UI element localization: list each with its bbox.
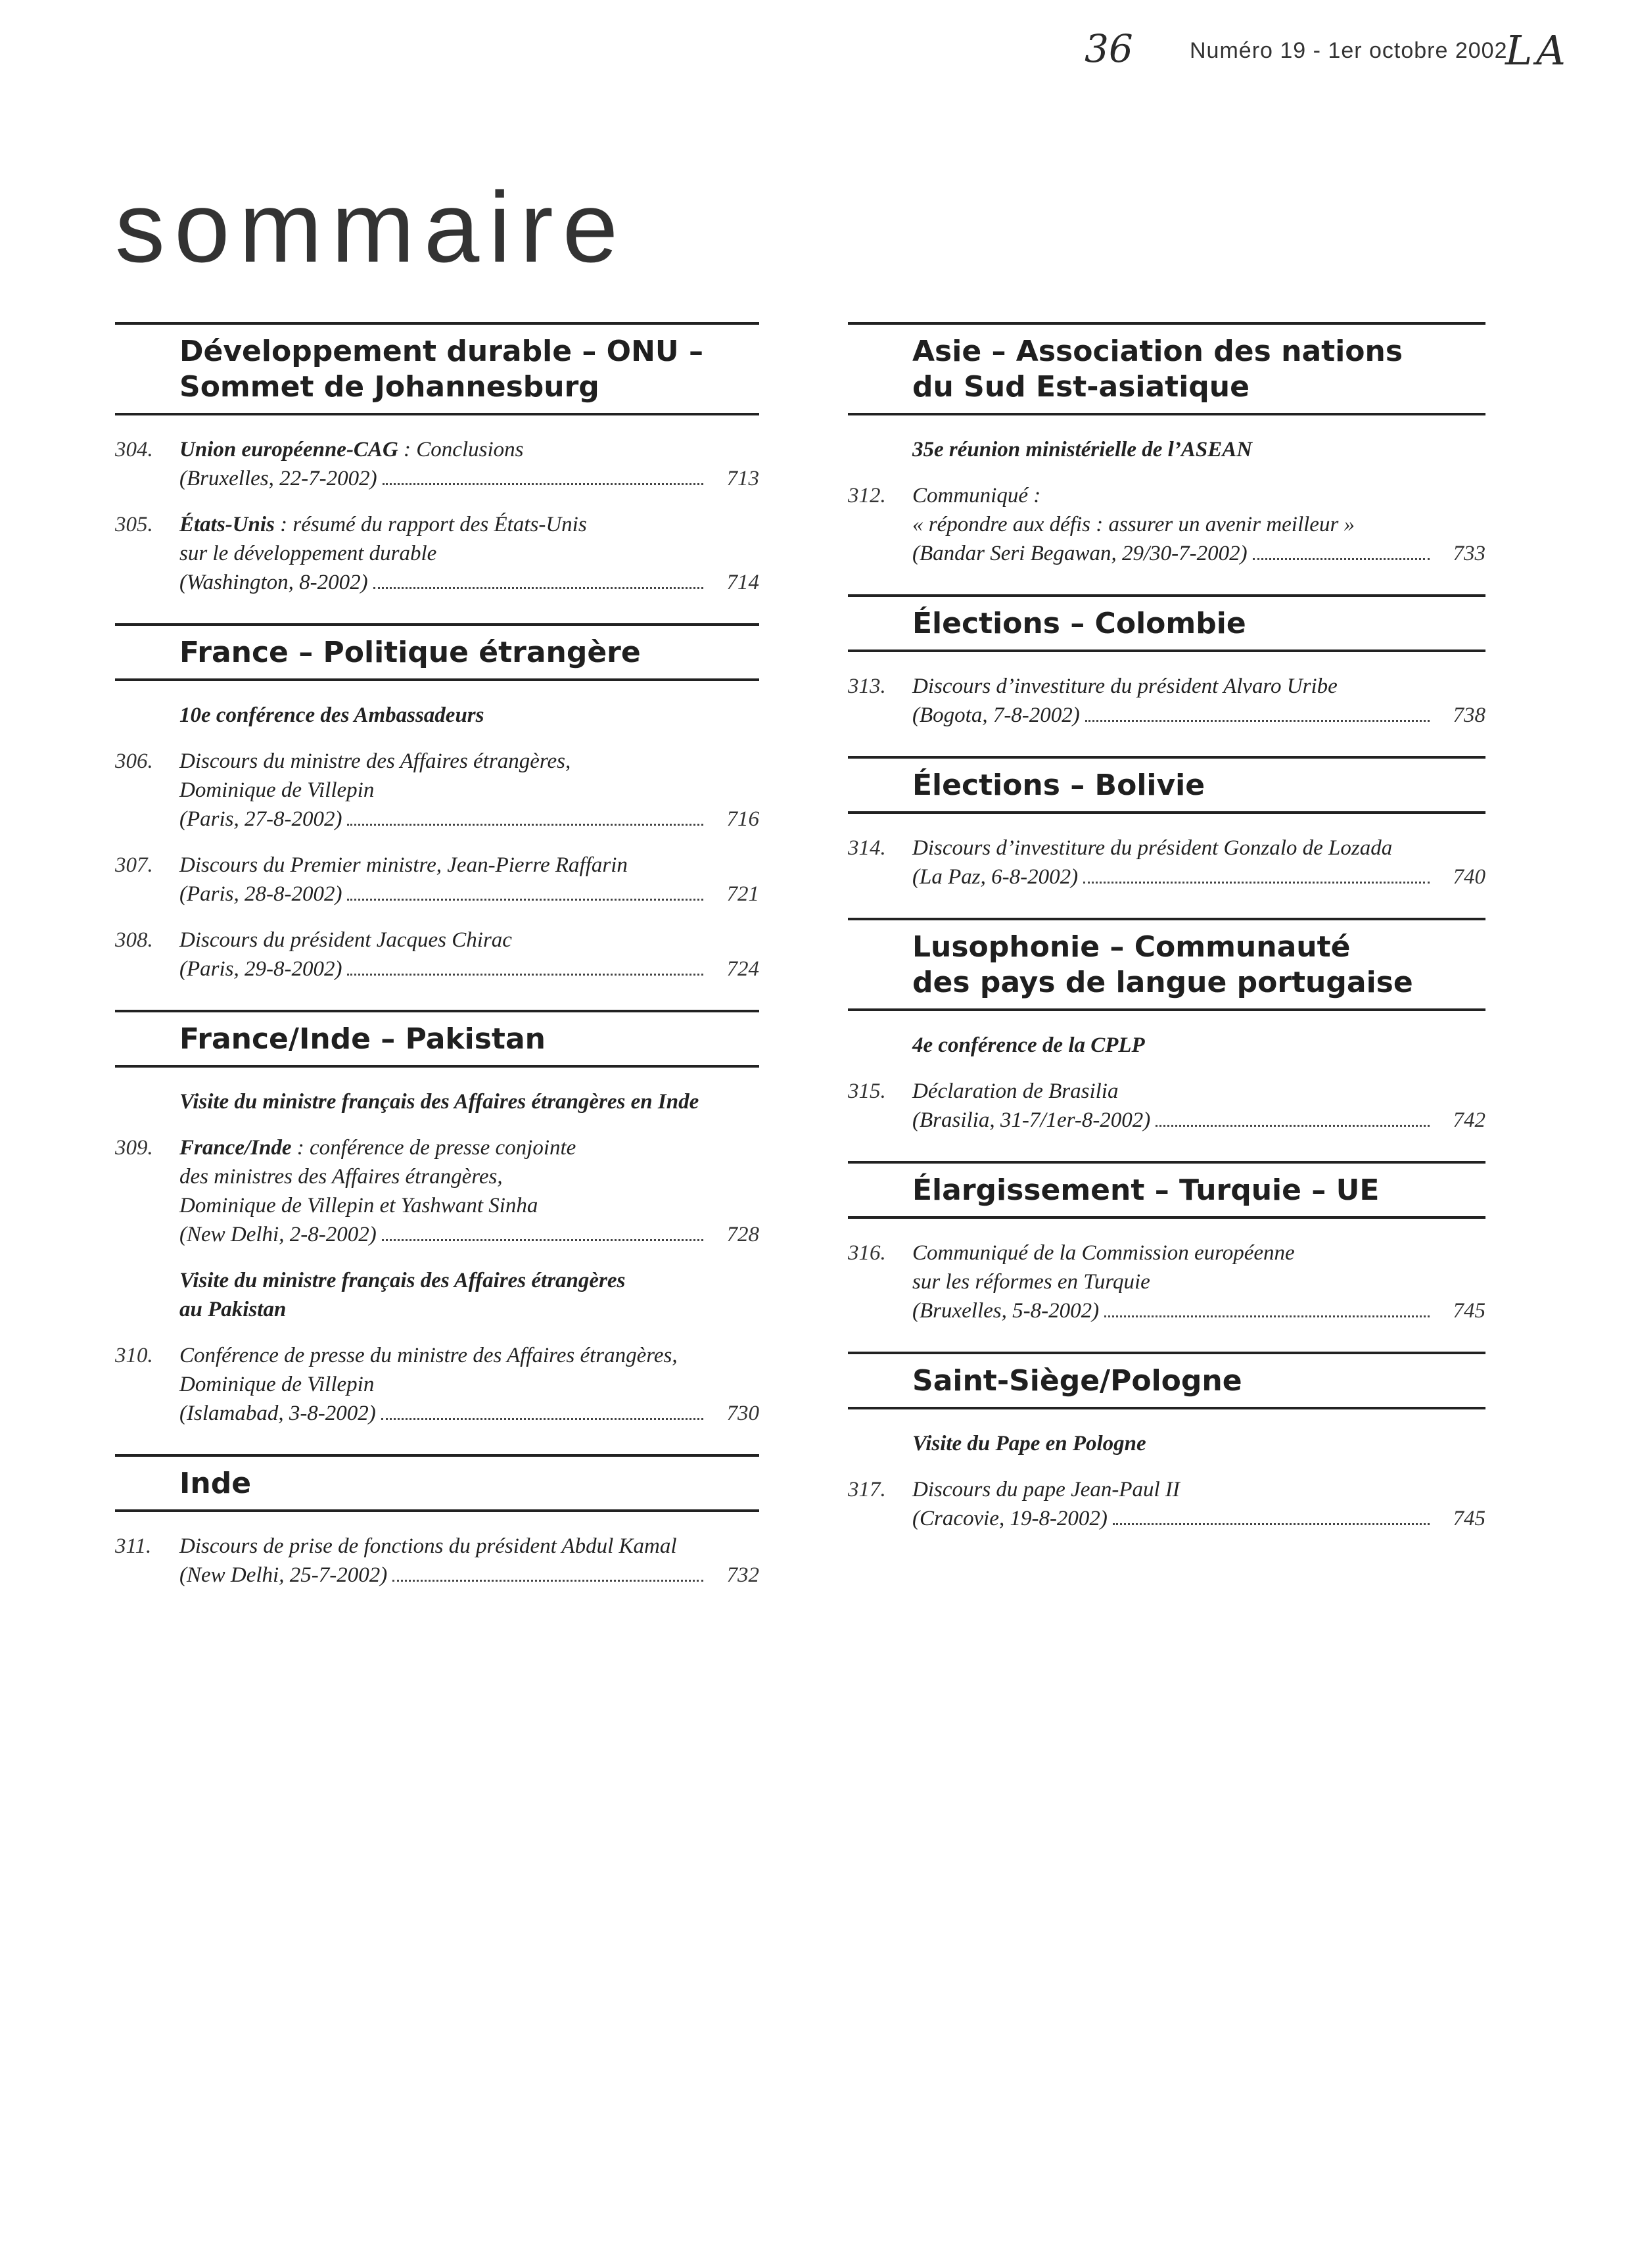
dot-leader — [1104, 1315, 1429, 1317]
entry-text — [179, 435, 759, 493]
entry-place-date: (New Delhi, 25-7-2002) — [179, 1563, 388, 1587]
entry-number: 306. — [115, 749, 153, 773]
entry-place-date: (Paris, 29-8-2002) — [179, 957, 342, 981]
section-subheading: 4e conférence de la CPLP — [912, 1033, 1145, 1057]
entry-description: : résumé du rapport des États-Unis — [274, 513, 587, 536]
dot-leader — [347, 899, 703, 901]
entry-page-number: 716 — [726, 807, 759, 831]
entry-detail-line: sur le développement durable — [179, 542, 437, 565]
section-heading-line: Élargissement – Turquie – UE — [912, 1173, 1380, 1207]
entry-place-date: (New Delhi, 2-8-2002) — [179, 1223, 377, 1246]
section-heading-line: Lusophonie – Communauté — [912, 930, 1351, 964]
entry-number: 309. — [115, 1136, 153, 1160]
toc-entry — [115, 926, 759, 983]
entry-text — [912, 1077, 1485, 1135]
entry-text — [179, 510, 759, 597]
entry-first-line — [912, 672, 1485, 701]
entry-lead: États-Unis — [179, 513, 275, 536]
entry-place-date: (Paris, 27-8-2002) — [179, 807, 342, 831]
entry-number: 311. — [115, 1534, 152, 1558]
dot-leader — [1085, 720, 1430, 722]
right-column — [848, 322, 1485, 1559]
entry-description: Discours d’investiture du président Gonzalo de Lozada — [912, 836, 1393, 860]
toc-section — [115, 1454, 759, 1590]
entry-description: Communiqué : — [912, 484, 1041, 508]
entry-page-number: 742 — [1453, 1108, 1485, 1132]
section-heading — [848, 918, 1485, 1011]
entry-number: 315. — [848, 1079, 886, 1103]
entry-text — [179, 926, 759, 983]
entry-last-line — [179, 1220, 759, 1249]
toc-entry — [848, 481, 1485, 568]
entry-first-line — [912, 1239, 1485, 1267]
entry-page-number: 721 — [726, 882, 759, 906]
entry-number: 307. — [115, 853, 153, 877]
toc-entry — [848, 1077, 1485, 1135]
entry-number: 317. — [848, 1478, 886, 1501]
dot-leader — [347, 824, 703, 826]
section-heading — [848, 756, 1485, 814]
toc-section — [848, 594, 1485, 730]
entry-text — [912, 672, 1485, 730]
entry-page-number: 738 — [1453, 703, 1485, 727]
entry-text — [912, 1239, 1485, 1325]
toc-entry — [115, 1133, 759, 1249]
entry-last-line — [912, 1106, 1485, 1135]
entry-description: : Conclusions — [398, 438, 524, 461]
entry-first-line — [179, 926, 759, 955]
toc-section — [115, 1010, 759, 1428]
section-heading — [115, 1010, 759, 1068]
entry-place-date: (La Paz, 6-8-2002) — [912, 865, 1079, 889]
entry-place-date: (Bruxelles, 5-8-2002) — [912, 1299, 1100, 1323]
section-heading — [848, 594, 1485, 652]
section-heading — [115, 623, 759, 681]
entry-description: Communiqué de la Commission européenne — [912, 1241, 1295, 1265]
entry-description: Discours du pape Jean-Paul II — [912, 1478, 1180, 1501]
entry-first-line — [179, 851, 759, 880]
section-heading-line: du Sud Est-asiatique — [912, 370, 1250, 404]
section-body — [115, 681, 759, 983]
section-body — [848, 415, 1485, 568]
section-subheading: Visite du ministre français des Affaires étrangères en Inde — [179, 1090, 699, 1114]
entry-text — [179, 1133, 759, 1249]
toc-entry — [848, 672, 1485, 730]
entry-detail-line: Dominique de Villepin et Yashwant Sinha — [179, 1194, 538, 1217]
entry-last-line — [912, 1296, 1485, 1325]
section-heading-line: Développement durable – ONU – — [179, 335, 703, 368]
entry-text — [912, 481, 1485, 568]
dot-leader — [1156, 1125, 1429, 1127]
entry-detail-line: sur les réformes en Turquie — [912, 1270, 1150, 1294]
entry-page-number: 728 — [726, 1223, 759, 1246]
section-heading — [115, 1454, 759, 1512]
entry-last-line — [912, 862, 1485, 891]
toc-section — [848, 918, 1485, 1135]
entry-text — [179, 1532, 759, 1590]
section-heading-line: Élections – Colombie — [912, 607, 1246, 640]
entry-page-number: 713 — [726, 467, 759, 490]
entry-text — [912, 1475, 1485, 1533]
entry-last-line — [179, 464, 759, 493]
entry-text — [179, 1341, 759, 1428]
toc-entry — [115, 510, 759, 597]
dot-leader — [373, 587, 703, 589]
entry-description: Discours du président Jacques Chirac — [179, 928, 512, 952]
entry-page-number: 732 — [726, 1563, 759, 1587]
section-subheading-line: au Pakistan — [179, 1298, 287, 1321]
toc-entry — [848, 1239, 1485, 1325]
section-subheading: Visite du Pape en Pologne — [912, 1432, 1146, 1455]
section-heading-line: Saint-Siège/Pologne — [912, 1364, 1242, 1398]
toc-entry — [115, 1532, 759, 1590]
section-heading — [848, 1352, 1485, 1409]
entry-text — [179, 747, 759, 834]
toc-entry — [115, 435, 759, 493]
entry-page-number: 714 — [726, 571, 759, 594]
entry-last-line — [179, 1399, 759, 1428]
entry-first-line — [179, 1341, 759, 1370]
entry-description: Discours d’investiture du président Alvaro Uribe — [912, 674, 1338, 698]
section-heading-line: France/Inde – Pakistan — [179, 1022, 546, 1056]
section-heading-line: Élections – Bolivie — [912, 768, 1205, 802]
entry-place-date: (Bruxelles, 22-7-2002) — [179, 467, 377, 490]
entry-number: 308. — [115, 928, 153, 952]
section-subheading — [179, 1266, 759, 1324]
entry-text — [179, 851, 759, 909]
entry-last-line — [912, 701, 1485, 730]
section-heading-line: des pays de langue portugaise — [912, 966, 1413, 999]
entry-number: 316. — [848, 1241, 886, 1265]
entry-first-line — [912, 481, 1485, 510]
page-header — [1065, 26, 1591, 79]
dot-leader — [1253, 558, 1430, 560]
entry-detail-line: « répondre aux défis : assurer un avenir meilleur » — [912, 513, 1355, 536]
section-subheading-line: Visite du ministre français des Affaires étrangères — [179, 1269, 626, 1292]
section-heading — [848, 1161, 1485, 1219]
entry-description: Discours du Premier ministre, Jean-Pierre Raffarin — [179, 853, 628, 877]
entry-place-date: (Brasilia, 31-7/1er-8-2002) — [912, 1108, 1151, 1132]
entry-description: Conférence de presse du ministre des Affaires étrangères, — [179, 1344, 678, 1367]
entry-lead: France/Inde — [179, 1136, 292, 1160]
page-title: sommaire — [115, 172, 628, 283]
section-subheading: 10e conférence des Ambassadeurs — [179, 703, 484, 727]
entry-description: Discours de prise de fonctions du président Abdul Kamal — [179, 1534, 677, 1558]
entry-first-line — [179, 435, 759, 464]
entry-page-number: 745 — [1453, 1507, 1485, 1530]
dot-leader — [1113, 1523, 1430, 1525]
toc-entry — [848, 834, 1485, 891]
entry-lead: Union européenne-CAG — [179, 438, 398, 461]
entry-page-number: 745 — [1453, 1299, 1485, 1323]
section-heading-line: Inde — [179, 1467, 252, 1500]
section-body — [848, 652, 1485, 730]
section-heading — [848, 322, 1485, 415]
entry-last-line — [179, 880, 759, 909]
entry-page-number: 733 — [1453, 542, 1485, 565]
toc-section — [848, 756, 1485, 891]
section-body — [848, 1011, 1485, 1135]
entry-first-line — [912, 834, 1485, 862]
entry-place-date: (Islamabad, 3-8-2002) — [179, 1402, 376, 1425]
dot-leader — [1083, 882, 1429, 884]
entry-detail-line: Dominique de Villepin — [179, 778, 375, 802]
entry-text — [912, 834, 1485, 891]
entry-number: 310. — [115, 1344, 153, 1367]
toc-section — [848, 1161, 1485, 1325]
dot-leader — [381, 1418, 703, 1420]
entry-first-line — [912, 1475, 1485, 1504]
section-body — [115, 415, 759, 597]
entry-place-date: (Bogota, 7-8-2002) — [912, 703, 1080, 727]
toc-entry — [115, 747, 759, 834]
entry-place-date: (Cracovie, 19-8-2002) — [912, 1507, 1108, 1530]
toc-entry — [115, 1341, 759, 1428]
entry-first-line — [912, 1077, 1485, 1106]
issue-label: Numéro 19 - 1er octobre 2002 — [1190, 38, 1508, 63]
entry-description: Discours du ministre des Affaires étrangères, — [179, 749, 571, 773]
entry-description: : conférence de presse conjointe — [291, 1136, 576, 1160]
dot-leader — [347, 974, 703, 976]
section-body — [848, 1409, 1485, 1533]
entry-number: 305. — [115, 513, 153, 536]
toc-section — [848, 322, 1485, 568]
entry-number: 313. — [848, 674, 886, 698]
section-heading — [115, 322, 759, 415]
section-heading-line: Sommet de Johannesburg — [179, 370, 599, 404]
handwritten-page-number: 36 — [1085, 26, 1133, 71]
section-body — [848, 814, 1485, 891]
entry-detail-line: des ministres des Affaires étrangères, — [179, 1165, 503, 1189]
entry-detail-line: Dominique de Villepin — [179, 1373, 375, 1396]
section-body — [848, 1219, 1485, 1325]
entry-last-line — [179, 805, 759, 834]
handwritten-initials: LA — [1505, 26, 1570, 74]
entry-number: 314. — [848, 836, 886, 860]
entry-place-date: (Paris, 28-8-2002) — [179, 882, 342, 906]
toc-section — [115, 322, 759, 597]
dot-leader — [382, 1239, 703, 1241]
entry-last-line — [912, 539, 1485, 568]
entry-page-number: 730 — [726, 1402, 759, 1425]
entry-first-line — [179, 1133, 759, 1162]
entry-number: 304. — [115, 438, 153, 461]
toc-section — [115, 623, 759, 983]
entry-place-date: (Bandar Seri Begawan, 29/30-7-2002) — [912, 542, 1248, 565]
entry-description: Déclaration de Brasilia — [912, 1079, 1119, 1103]
toc-entry — [848, 1475, 1485, 1533]
section-heading-line: France – Politique étrangère — [179, 636, 641, 669]
entry-last-line — [179, 1561, 759, 1590]
section-subheading: 35e réunion ministérielle de l’ASEAN — [912, 438, 1253, 461]
entry-first-line — [179, 1532, 759, 1561]
entry-number: 312. — [848, 484, 886, 508]
section-heading-line: Asie – Association des nations — [912, 335, 1403, 368]
left-column — [115, 322, 759, 1616]
section-body — [115, 1512, 759, 1590]
entry-first-line — [179, 747, 759, 776]
entry-last-line — [179, 568, 759, 597]
entry-page-number: 724 — [726, 957, 759, 981]
entry-first-line — [179, 510, 759, 539]
dot-leader — [392, 1580, 703, 1582]
entry-last-line — [179, 955, 759, 983]
toc-entry — [115, 851, 759, 909]
entry-last-line — [912, 1504, 1485, 1533]
entry-place-date: (Washington, 8-2002) — [179, 571, 368, 594]
toc-section — [848, 1352, 1485, 1533]
entry-page-number: 740 — [1453, 865, 1485, 889]
section-body — [115, 1068, 759, 1428]
dot-leader — [383, 483, 703, 485]
